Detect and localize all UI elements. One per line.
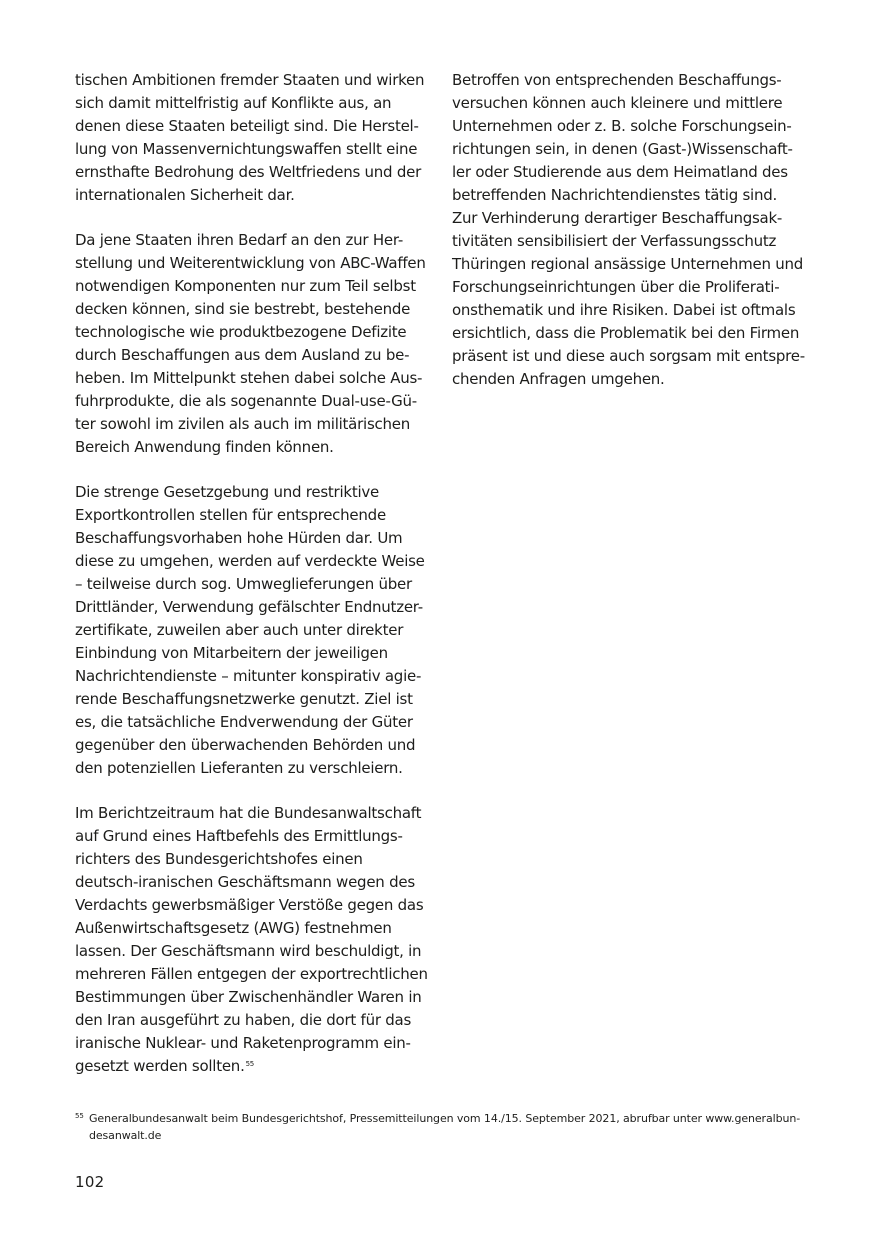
right-column — [452, 69, 805, 413]
text-line: Im Berichtzeitraum hat die Bundesanwaltschaft — [75, 804, 422, 822]
footnote-line — [75, 1127, 805, 1144]
text-line: den potenziellen Lieferanten zu verschleiern. — [75, 759, 403, 777]
text-line: Bestimmungen über Zwischenhändler Waren in — [75, 988, 422, 1006]
paragraph-demand — [75, 229, 425, 459]
text-line: ter sowohl im zivilen als auch im militärischen — [75, 415, 411, 433]
text-line: zertifikate, zuweilen aber auch unter direkter — [75, 621, 404, 639]
text-line: Unternehmen oder z. B. solche Forschungsein- — [452, 117, 792, 135]
page-number: 102 — [75, 1173, 105, 1191]
text-line: tischen Ambitionen fremder Staaten und wirken — [75, 71, 425, 89]
text-line-last-content: gesetzt werden sollten. — [75, 1057, 245, 1075]
text-line: Thüringen regional ansässige Unternehmen und — [452, 255, 804, 273]
text-line: onsthematik und ihre Risiken. Dabei ist oftmals — [452, 301, 796, 319]
text-line: internationalen Sicherheit dar. — [75, 186, 295, 204]
text-line: Außenwirtschaftsgesetz (AWG) festnehmen — [75, 919, 392, 937]
text-line: Nachrichtendienste – mitunter konspirativ agie- — [75, 667, 422, 685]
text-line: es, die tatsächliche Endverwendung der Güter — [75, 713, 413, 731]
text-line: tivitäten sensibilisiert der Verfassungsschutz — [452, 232, 777, 250]
text-line: richters des Bundesgerichtshofes einen — [75, 850, 363, 868]
paragraph-affected-companies — [452, 69, 805, 391]
text-line: – teilweise durch sog. Umweglieferungen über — [75, 575, 412, 593]
text-line: richtungen sein, in denen (Gast-)Wissenschaft- — [452, 140, 793, 158]
text-line: versuchen können auch kleinere und mittlere — [452, 94, 783, 112]
text-line: Da jene Staaten ihren Bedarf an den zur Her- — [75, 231, 403, 249]
text-line: Exportkontrollen stellen für entsprechende — [75, 506, 386, 524]
text-line: rende Beschaffungsnetzwerke genutzt. Ziel ist — [75, 690, 413, 708]
text-line: durch Beschaffungen aus dem Ausland zu be- — [75, 346, 410, 364]
text-line: präsent ist und diese auch sorgsam mit entspre- — [452, 347, 805, 365]
text-line: diese zu umgehen, werden auf verdeckte Weise — [75, 552, 425, 570]
text-line: heben. Im Mittelpunkt stehen dabei solche Aus- — [75, 369, 423, 387]
text-line: lung von Massenvernichtungswaffen stellt eine — [75, 140, 418, 158]
footnote-text: Generalbundesanwalt beim Bundesgerichtshof, Pressemitteilungen vom 14./15. September 2021, abrufbar unter www.generalbun- — [89, 1112, 801, 1125]
paragraph-export-controls — [75, 481, 425, 780]
paragraph-federal-prosecutor — [75, 802, 428, 1078]
text-line: gegenüber den überwachenden Behörden und — [75, 736, 416, 754]
text-line: Einbindung von Mitarbeitern der jeweiligen — [75, 644, 388, 662]
paragraph-ambitions — [75, 69, 425, 207]
text-line: Verdachts gewerbsmäßiger Verstöße gegen das — [75, 896, 424, 914]
text-line: mehreren Fällen entgegen der exportrechtlichen — [75, 965, 428, 983]
text-line: technologische wie produktbezogene Defizite — [75, 323, 407, 341]
text-line: Betroffen von entsprechenden Beschaffungs- — [452, 71, 782, 89]
footnote-reference[interactable]: 55 — [245, 1060, 255, 1068]
text-line: decken können, sind sie bestrebt, bestehende — [75, 300, 411, 318]
text-line-last — [75, 1055, 425, 1078]
text-line: Zur Verhinderung derartiger Beschaffungsak- — [452, 209, 783, 227]
text-line: iranische Nuklear- und Raketenprogramm ein- — [75, 1034, 411, 1052]
text-line: denen diese Staaten beteiligt sind. Die Herstel- — [75, 117, 419, 135]
text-line: notwendigen Komponenten nur zum Teil selbst — [75, 277, 416, 295]
text-line: chenden Anfragen umgehen. — [452, 370, 665, 388]
text-line: ernsthafte Bedrohung des Weltfriedens und der — [75, 163, 422, 181]
text-line: Beschaffungsvorhaben hohe Hürden dar. Um — [75, 529, 403, 547]
text-line: betreffenden Nachrichtendienstes tätig sind. — [452, 186, 778, 204]
text-line: sich damit mittelfristig auf Konflikte aus, an — [75, 94, 392, 112]
text-line: ler oder Studierende aus dem Heimatland des — [452, 163, 788, 181]
left-column — [75, 69, 428, 1100]
text-line: Drittländer, Verwendung gefälschter Endnutzer- — [75, 598, 423, 616]
text-line: lassen. Der Geschäftsmann wird beschuldigt, in — [75, 942, 422, 960]
footnote-url-continuation[interactable]: desanwalt.de — [89, 1129, 162, 1142]
text-line: auf Grund eines Haftbefehls des Ermittlungs- — [75, 827, 403, 845]
footnote — [75, 1110, 805, 1144]
text-line: ersichtlich, dass die Problematik bei den Firmen — [452, 324, 800, 342]
text-line: fuhrprodukte, die als sogenannte Dual-use-Gü- — [75, 392, 417, 410]
text-line: deutsch-iranischen Geschäftsmann wegen des — [75, 873, 415, 891]
text-line: stellung und Weiterentwicklung von ABC-Waffen — [75, 254, 426, 272]
footnote-line: 55 Generalbundesanwalt beim Bundesgerichtshof, Pressemitteilungen vom 14./15. September 2021, abrufbar unter www.generalbun- — [75, 1112, 801, 1125]
text-line: Forschungseinrichtungen über die Proliferati- — [452, 278, 780, 296]
text-line: Bereich Anwendung finden können. — [75, 438, 334, 456]
text-line: Die strenge Gesetzgebung und restriktive — [75, 483, 379, 501]
text-line: den Iran ausgeführt zu haben, die dort für das — [75, 1011, 412, 1029]
